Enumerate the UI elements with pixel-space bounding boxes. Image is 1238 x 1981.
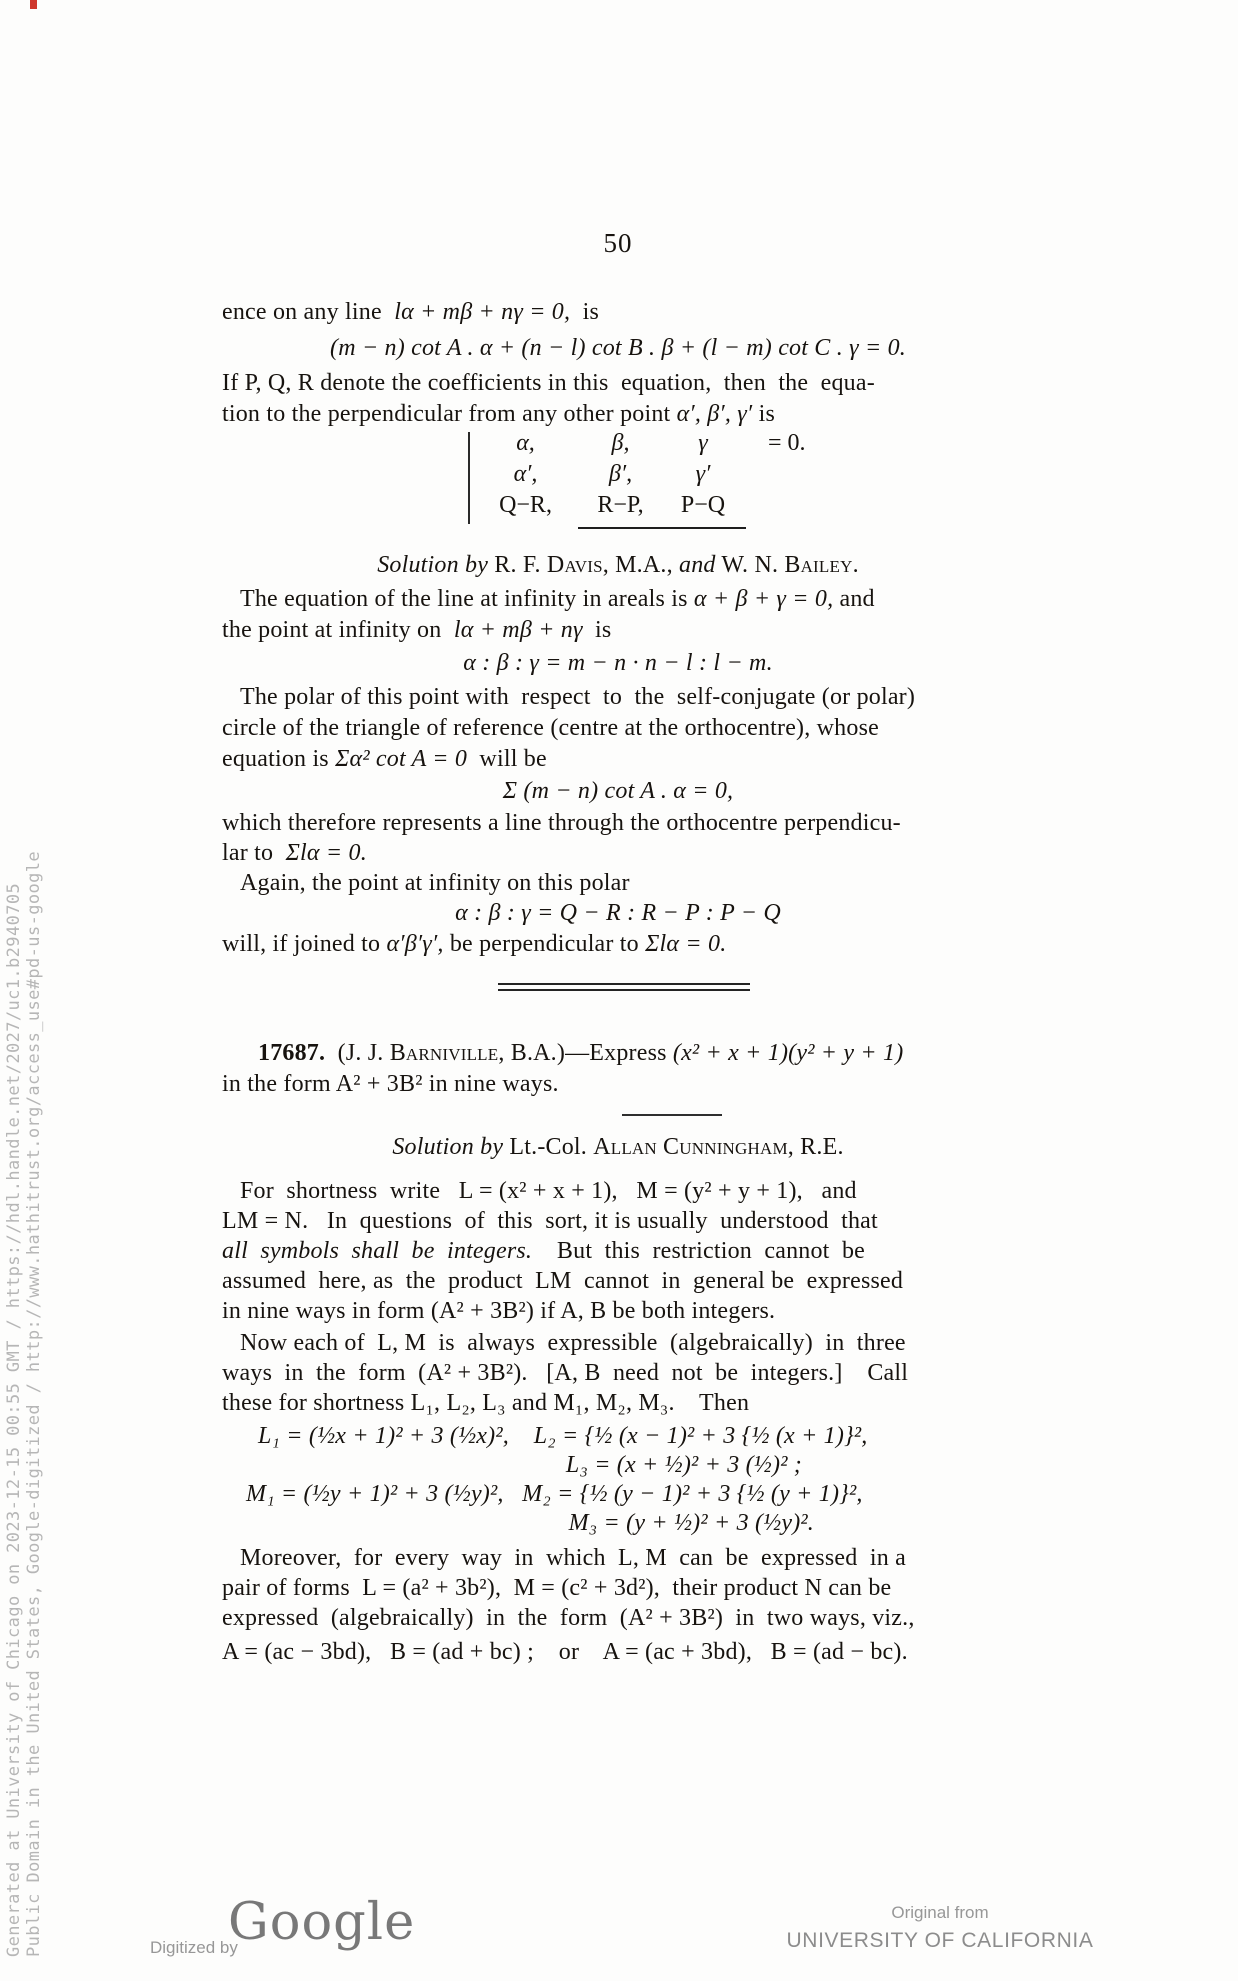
text-run: lar to — [222, 840, 286, 866]
text-line: which therefore represents a line through the orthocentre perpendicu- — [222, 810, 901, 836]
author-name: Davis — [546, 552, 603, 578]
text-run: in the form — [222, 1071, 336, 1097]
equation: M₃ = (y + ½)² + 3 (½y)². — [568, 1510, 814, 1536]
text-run: be perpendicular to — [443, 931, 646, 957]
formula-run: A² + 3B² — [335, 1071, 423, 1097]
equation: L₁ = (½x + 1)² + 3 (½x)², L₂ = {½ (x − 1)² + 3 {½ (x + 1)}², — [258, 1423, 868, 1449]
text-run: , R.E. — [787, 1134, 844, 1160]
equation-rhs: = 0. — [768, 430, 806, 456]
original-from-label: Original from — [891, 1903, 989, 1922]
equation: (m − n) cot A . α + (n − l) cot B . β + (l − m) cot C . γ = 0. — [330, 335, 906, 361]
text-run: ence on any line — [222, 299, 395, 325]
determinant-underline — [578, 527, 746, 529]
text-line: Now each of L, M is always expressible (algebraically) in three — [240, 1330, 906, 1356]
formula-run: Σlα = 0. — [645, 931, 727, 957]
formula-run: α + β + γ = 0, — [693, 586, 834, 612]
equation: Σ (m − n) cot A . α = 0, — [502, 778, 734, 804]
determinant-bar — [468, 432, 470, 524]
text-line — [222, 399, 1014, 429]
text-line — [222, 297, 1014, 327]
text-line — [222, 929, 1014, 959]
text-run: and — [679, 552, 716, 578]
text-line: pair of forms L = (a² + 3b²), M = (c² + 3d²), their product N can be — [222, 1575, 892, 1601]
det-cell: α, — [516, 430, 535, 456]
text-run: is — [752, 401, 775, 427]
text-line — [222, 1236, 1014, 1266]
sidebar-provenance-line: Generated at University of Chicago on 2023-12-15 00:55 GMT / https://hdl.handle.net/2027/uc1.b2940705 — [4, 882, 24, 1957]
determinant — [468, 430, 868, 526]
text-run: will be — [467, 746, 547, 772]
formula-run: α′, β′, γ′ — [676, 401, 753, 427]
page-number: 50 — [603, 228, 633, 258]
text-run: , B.A.)—Express — [498, 1040, 673, 1066]
text-run: Solution by — [377, 552, 489, 578]
equation: A = (ac − 3bd), B = (ad + bc) ; or A = (ac + 3bd), B = (ad − bc). — [222, 1639, 908, 1665]
text-run: and — [833, 586, 875, 612]
text-run: will, if joined to — [222, 931, 387, 957]
det-cell: β, — [611, 430, 630, 456]
text-run: For shortness write — [240, 1178, 459, 1204]
text-line: circle of the triangle of reference (centre at the orthocentre), whose — [222, 715, 879, 741]
source-library-label: UNIVERSITY OF CALIFORNIA — [786, 1929, 1094, 1952]
text-line — [222, 744, 1014, 774]
text-line: Again, the point at infinity on this polar — [240, 870, 630, 896]
text-line: If P, Q, R denote the coefficients in this equation, then the equa- — [222, 370, 875, 396]
text-run: is — [582, 617, 612, 643]
text-line: assumed here, as the product LM cannot in general be expressed — [222, 1268, 904, 1294]
det-cell: Q−R, — [499, 492, 552, 518]
det-cell: γ — [698, 430, 708, 456]
text-line — [222, 838, 1014, 868]
text-run: is — [570, 299, 600, 325]
problem-divider-rule — [622, 1114, 722, 1116]
scan-artifact-red-tick — [30, 0, 37, 9]
text-run: W. N. — [715, 552, 785, 578]
text-run: (J. J. — [325, 1040, 390, 1066]
formula-run: Σlα = 0. — [285, 840, 367, 866]
author-name: Allan Cunningham — [593, 1134, 788, 1160]
equation: L₃ = (x + ½)² + 3 (½)² ; — [565, 1452, 802, 1478]
problem-statement-line — [222, 1069, 1014, 1099]
text-line: expressed (algebraically) in the form (A² + 3B²) in two ways, viz., — [222, 1605, 915, 1631]
text-line: Moreover, for every way in which L, M can be expressed in a — [240, 1545, 906, 1571]
google-logo: Google — [228, 1893, 416, 1952]
equation: α : β : γ = m − n · n − l : l − m. — [463, 650, 773, 676]
problem-number: 17687. — [258, 1040, 326, 1066]
text-run: Lt.-Col. — [503, 1134, 594, 1160]
formula-run: lα + mβ + nγ = 0, — [394, 299, 571, 325]
text-run: in nine ways. — [422, 1071, 559, 1097]
det-cell: α′, — [513, 461, 538, 487]
det-cell: β′, — [608, 461, 633, 487]
text-run: tion to the perpendicular from any other point — [222, 401, 677, 427]
det-cell: R−P, — [597, 492, 644, 518]
text-line: in nine ways in form (A² + 3B²) if A, B be both integers. — [222, 1298, 776, 1324]
digitized-by-label: Digitized by — [150, 1938, 238, 1957]
text-run: The equation of the line at infinity in areals is — [240, 586, 694, 612]
text-line: ways in the form (A² + 3B²). [A, B need not be integers.] Call — [222, 1360, 909, 1386]
text-run: Solution by — [392, 1134, 504, 1160]
text-run: . — [852, 552, 859, 578]
text-run: equation is — [222, 746, 336, 772]
text-run: all symbols shall be integers. — [222, 1238, 533, 1264]
text-run: R. F. — [488, 552, 547, 578]
solution-heading — [222, 1132, 1014, 1162]
text-line — [222, 615, 1014, 645]
section-divider-double-rule — [498, 983, 750, 991]
det-cell: P−Q — [680, 492, 726, 518]
text-line: LM = N. In questions of this sort, it is usually understood that — [222, 1208, 878, 1234]
text-run: But this restriction cannot be — [532, 1238, 866, 1264]
det-cell: γ′ — [695, 461, 711, 487]
text-run: the point at infinity on — [222, 617, 454, 643]
formula-run: α′β′γ′, — [386, 931, 444, 957]
sidebar-rights-line: Public Domain in the United States, Google-digitized / http://www.hathitrust.org/access_use#pd-us-google — [24, 850, 44, 1957]
text-line — [240, 584, 1032, 614]
author-name: Bailey — [784, 552, 853, 578]
text-run: and — [802, 1178, 857, 1204]
text-run: , M.A., — [602, 552, 680, 578]
text-line — [240, 1176, 1032, 1206]
solution-heading — [222, 550, 1014, 580]
text-line: The polar of this point with respect to the self-conjugate (or polar) — [240, 684, 916, 710]
text-line: these for shortness L₁, L₂, L₃ and M₁, M₂, M₃. Then — [222, 1390, 750, 1416]
formula-run: (x² + x + 1)(y² + y + 1) — [672, 1040, 904, 1066]
formula-run: L = (x² + x + 1), M = (y² + y + 1), — [458, 1178, 803, 1204]
problem-statement — [258, 1038, 1050, 1068]
equation: M₁ = (½y + 1)² + 3 (½y)², M₂ = {½ (y − 1)² + 3 {½ (y + 1)}², — [246, 1481, 863, 1507]
formula-run: lα + mβ + nγ — [453, 617, 583, 643]
formula-run: Σα² cot A = 0 — [335, 746, 468, 772]
equation: α : β : γ = Q − R : R − P : P − Q — [455, 900, 781, 926]
author-name: Barniville — [389, 1040, 499, 1066]
